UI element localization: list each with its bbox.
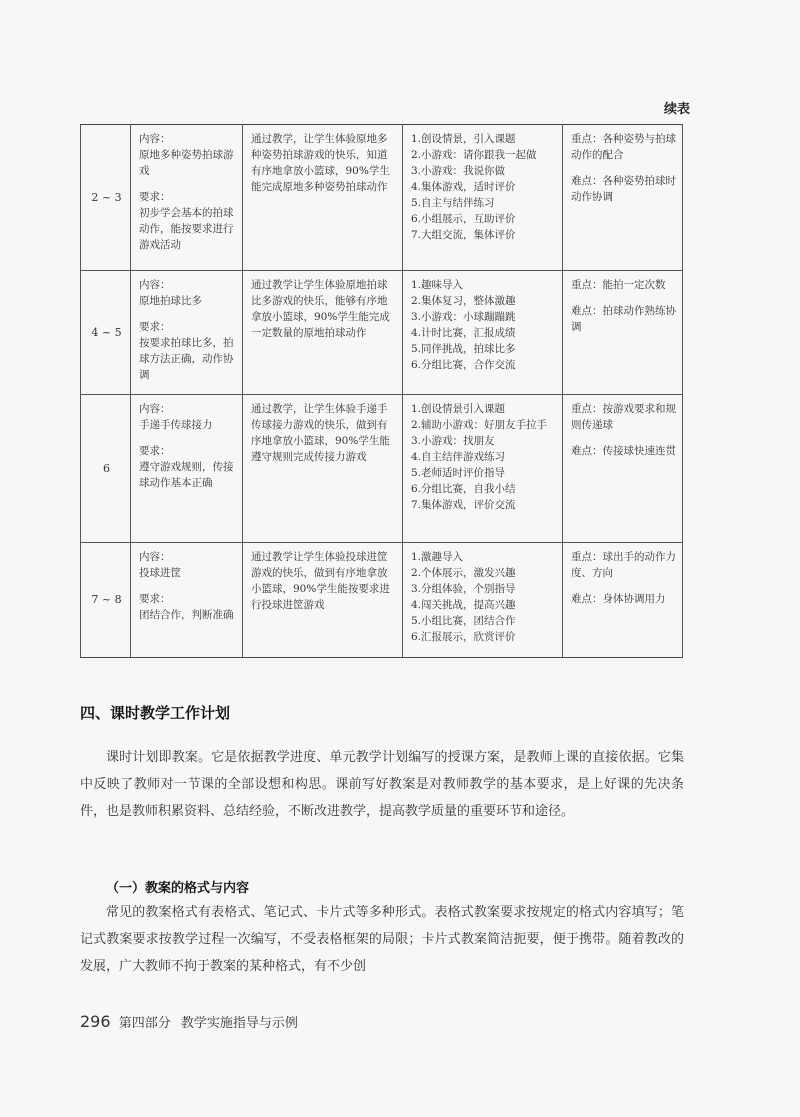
section-paragraph-2: 常见的教案格式有表格式、笔记式、卡片式等多种形式。表格式教案要求按规定的格式内容填写；笔记式教案要求按教学过程一次编写，不受表格框架的局限；卡片式教案简洁扼要，便于携带。随着教改的发展，广大教师不拘于教案的某种格式，有不少创: [80, 905, 684, 974]
process-step: 2.辅助小游戏：好朋友手拉手: [411, 419, 548, 431]
content-label: 内容：: [139, 551, 171, 563]
requirement-label: 要求：: [139, 593, 171, 605]
key-points-text: 重点：球出手的动作力度、方向: [571, 551, 676, 579]
process-cell: [403, 271, 563, 395]
process-step: 3.小游戏：小球蹦蹦跳: [411, 311, 516, 323]
key-points-text: 重点：各种姿势与拍球动作的配合: [571, 133, 676, 161]
process-step: 2.小游戏：请你跟我一起做: [411, 149, 537, 161]
process-step: 6.分组比赛，合作交流: [411, 359, 516, 371]
content-text: 投球进筐: [139, 567, 181, 579]
key-points-text: 重点：按游戏要求和规则传递球: [571, 403, 676, 431]
week-cell: 2 ~ 3: [81, 125, 131, 271]
key-points-cell: [563, 395, 683, 543]
table-row: [81, 125, 683, 271]
process-step: 1.创设情景，引入课题: [411, 133, 516, 145]
table-body: [81, 125, 683, 658]
content-label: 内容：: [139, 403, 171, 415]
difficulties-text: 难点：传接球快速连贯: [571, 445, 676, 457]
process-step: 1.趣味导入: [411, 279, 464, 291]
part-label: 第四部分: [118, 1016, 171, 1031]
process-step: 7.集体游戏，评价交流: [411, 499, 516, 511]
part-title: 教学实施指导与示例: [180, 1016, 298, 1031]
content-text: 原地多种姿势拍球游戏: [139, 149, 234, 177]
difficulties-text: 难点：身体协调用力: [571, 593, 666, 605]
page-number: 296: [80, 1012, 111, 1031]
week-cell: 4 ~ 5: [81, 271, 131, 395]
table-row: [81, 395, 683, 543]
process-step: 4.计时比赛，汇报成绩: [411, 327, 516, 339]
process-step: 5.老师适时评价指导: [411, 467, 506, 479]
process-step: 2.集体复习，整体激趣: [411, 295, 516, 307]
requirement-label: 要求：: [139, 321, 171, 333]
process-step: 4.自主结伴游戏练习: [411, 451, 506, 463]
gap: [139, 179, 236, 189]
process-step: 1.激趣导入: [411, 551, 464, 563]
key-points-cell: [563, 125, 683, 271]
goal-cell: 通过教学让学生体验原地拍球比多游戏的快乐，能够有序地拿放小篮球，90%学生能完成一定数量的原地拍球动作: [243, 271, 403, 395]
requirement-text: 遵守游戏规则，传接球动作基本正确: [139, 461, 234, 489]
table-row: [81, 271, 683, 395]
content-label: 内容：: [139, 279, 171, 291]
content-text: 原地拍球比多: [139, 295, 202, 307]
process-step: 6.汇报展示，欣赏评价: [411, 631, 516, 643]
requirement-text: 团结合作，判断准确: [139, 609, 234, 621]
week-cell: 6: [81, 395, 131, 543]
process-step: 6.小组展示，互助评价: [411, 213, 516, 225]
goal-cell: 通过教学让学生体验投球进筐游戏的快乐，做到有序地拿放小篮球，90%学生能按要求进行投球进筐游戏: [243, 543, 403, 658]
process-step: 1.创设情景引入课题: [411, 403, 506, 415]
lesson-plan-table: [80, 124, 683, 658]
process-cell: [403, 125, 563, 271]
difficulties-text: 难点：各种姿势拍球时动作协调: [571, 175, 676, 203]
process-step: 5.小组比赛，团结合作: [411, 615, 516, 627]
content-cell: [131, 395, 243, 543]
week-cell: 7 ~ 8: [81, 543, 131, 658]
gap: [139, 433, 236, 443]
process-step: 3.小游戏：找朋友: [411, 435, 495, 447]
process-step: 5.同伴挑战，拍球比多: [411, 343, 516, 355]
table-row: [81, 543, 683, 658]
process-step: 3.小游戏：我说你做: [411, 165, 506, 177]
gap: [571, 163, 676, 173]
process-cell: [403, 543, 563, 658]
difficulties-text: 难点：拍球动作熟练协调: [571, 305, 676, 333]
gap: [571, 293, 676, 303]
requirement-text: 按要求拍球比多，拍球方法正确，动作协调: [139, 337, 234, 381]
process-step: 2.个体展示，激发兴趣: [411, 567, 516, 579]
key-points-text: 重点：能拍一定次数: [571, 279, 666, 291]
goal-cell: 通过教学，让学生体验原地多种姿势拍球游戏的快乐，知道有序地拿放小篮球，90%学生能完成原地多种姿势拍球动作: [243, 125, 403, 271]
subsection-title: （一）教案的格式与内容: [106, 881, 250, 896]
process-step: 4.闯关挑战，提高兴趣: [411, 599, 516, 611]
section-paragraph-1: 课时计划即教案。它是依据教学进度、单元教学计划编写的授课方案，是教师上课的直接依据。它集中反映了教师对一节课的全部设想和构思。课前写好教案是对教师教学的基本要求，是上好课的先决条件，也是教师积累资料、总结经验，不断改进教学，提高教学质量的重要环节和途径。: [80, 750, 684, 819]
process-step: 3.分组体验，个别指导: [411, 583, 516, 595]
content-cell: [131, 543, 243, 658]
goal-cell: 通过教学，让学生体验手递手传球接力游戏的快乐，做到有序地拿放小篮球，90%学生能遵守规则完成传接力游戏: [243, 395, 403, 543]
content-cell: [131, 125, 243, 271]
process-step: 7.大组交流，集体评价: [411, 229, 516, 241]
gap: [571, 433, 676, 443]
gap: [139, 581, 236, 591]
content-label: 内容：: [139, 133, 171, 145]
gap: [571, 581, 676, 591]
requirement-label: 要求：: [139, 191, 171, 203]
requirement-label: 要求：: [139, 445, 171, 457]
process-step: 6.分组比赛，自我小结: [411, 483, 516, 495]
section-title: 四、课时教学工作计划: [80, 704, 231, 722]
continued-label: 续表: [663, 102, 690, 117]
key-points-cell: [563, 271, 683, 395]
process-step: 4.集体游戏，适时评价: [411, 181, 516, 193]
process-cell: [403, 395, 563, 543]
key-points-cell: [563, 543, 683, 658]
content-cell: [131, 271, 243, 395]
process-step: 5.自主与结伴练习: [411, 197, 495, 209]
gap: [139, 309, 236, 319]
page-footer: [80, 1012, 298, 1031]
requirement-text: 初步学会基本的拍球动作，能按要求进行游戏活动: [139, 207, 234, 251]
content-text: 手递手传球接力: [139, 419, 213, 431]
